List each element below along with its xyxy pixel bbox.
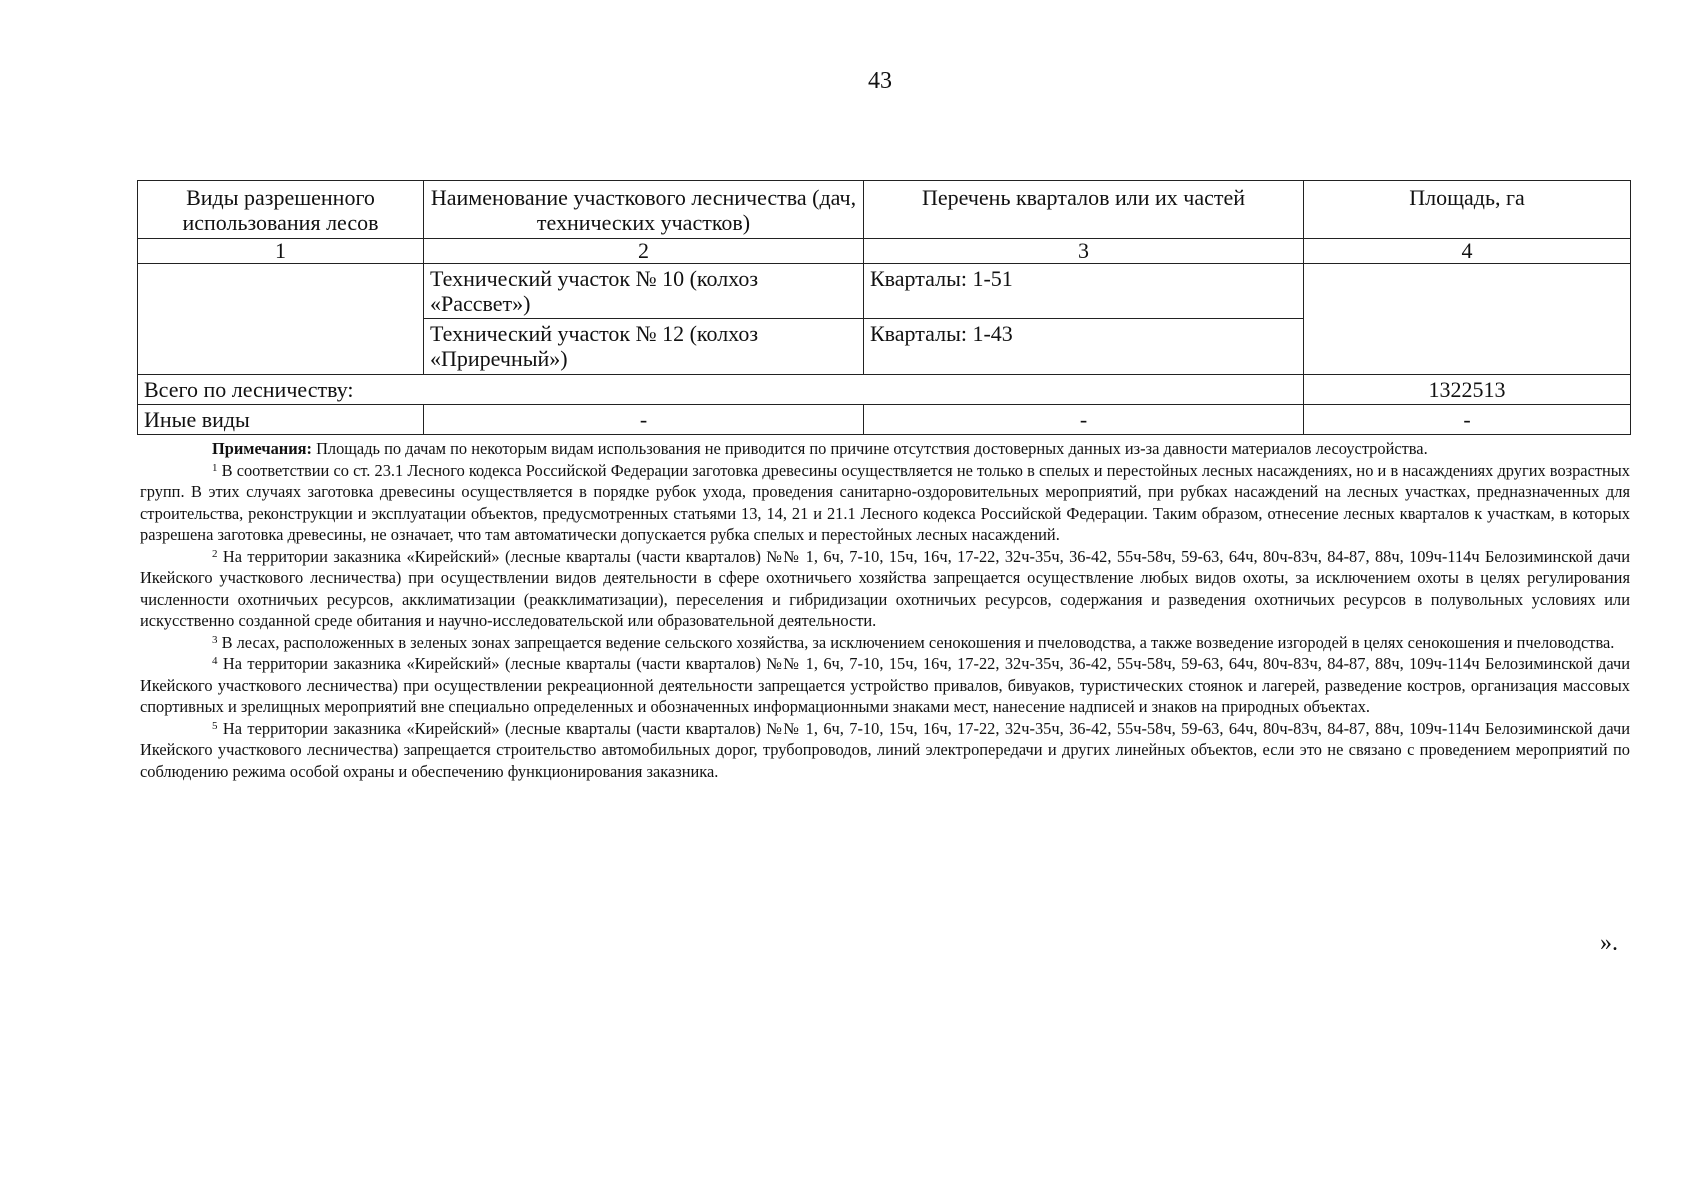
forest-use-table	[137, 180, 1631, 435]
total-label: Всего по лесничеству:	[138, 374, 1304, 404]
header-quarters: Перечень кварталов или их частей	[864, 181, 1304, 239]
footnote	[140, 460, 1630, 546]
quarters-cell: Кварталы: 1-51	[864, 263, 1304, 319]
use-type-cell	[138, 263, 424, 374]
other-label: Иные виды	[138, 405, 424, 435]
footnote-mark: 3	[212, 633, 218, 646]
footnote	[140, 653, 1630, 718]
other-col3: -	[864, 405, 1304, 435]
forestry-name-cell: Технический участок № 10 (колхоз «Рассвет»)	[424, 263, 864, 319]
notes-intro	[140, 438, 1630, 460]
total-area: 1322513	[1304, 374, 1631, 404]
other-col4: -	[1304, 405, 1631, 435]
header-forestry-name: Наименование участкового лесничества (дач, технических участков)	[424, 181, 864, 239]
page-number: 43	[868, 68, 892, 94]
notes-intro-text: Площадь по дачам по некоторым видам использования не приводится по причине отсутствия достоверных данных из-за давности материалов лесоустройства.	[312, 439, 1428, 458]
header-use-types: Виды разрешенного использования лесов	[138, 181, 424, 239]
table-header-row	[138, 181, 1631, 239]
forestry-name-cell: Технический участок № 12 (колхоз «Приречный»)	[424, 319, 864, 375]
closing-quote: ».	[1600, 930, 1618, 956]
column-number-row	[138, 238, 1631, 263]
column-number: 4	[1304, 238, 1631, 263]
footnote-text: В лесах, расположенных в зеленых зонах запрещается ведение сельского хозяйства, за исключением сенокошения и пчеловодства, а также возведение изгородей в целях сенокошения и пчеловодства.	[217, 632, 1615, 652]
area-cell	[1304, 263, 1631, 374]
column-number: 1	[138, 238, 424, 263]
footnote-mark: 5	[212, 719, 218, 732]
column-number: 3	[864, 238, 1304, 263]
footnote-text: На территории заказника «Кирейский» (лесные кварталы (части кварталов) №№ 1, 6ч, 7-10, 15ч, 16ч, 17-22, 32ч-35ч, 36-42, 55ч-58ч, 59-63, 64ч, 80ч-83ч, 84-87, 88ч, 109ч-114ч Белозиминской дачи Икейского участкового лесничества) при осуществлении видов деятельности в сфере охотничьего хозяйства запрещается осуществление любых видов охоты, за исключением охоты в целях регулирования численности охотничьих ресурсов, акклиматизации (реакклиматизации), переселения и гибридизации охотничьих ресурсов, содержания и разведения охотничьих ресурсов в полувольных условиях или искусственно созданной среде обитания и научно-исследовательской или образовательной деятельности.	[140, 546, 1630, 630]
total-row	[138, 374, 1631, 404]
notes-section	[140, 438, 1630, 782]
footnote	[140, 546, 1630, 632]
column-number: 2	[424, 238, 864, 263]
footnote-mark: 4	[212, 655, 218, 667]
footnote-text: В соответствии со ст. 23.1 Лесного кодекса Российской Федерации заготовка древесины осуществляется не только в спелых и перестойных лесных насаждениях, но и в насаждениях других возрастных групп. В этих случаях заготовка древесины осуществляется в порядке рубок ухода, проведения санитарно-оздоровительных мероприятий, при рубках насаждений на лесных участках, предназначенных для строительства, реконструкции и эксплуатации объектов, предусмотренных статьями 13, 14, 21 и 21.1 Лесного кодекса Российской Федерации. Таким образом, отнесение лесных кварталов к участкам, в которых разрешена заготовка древесины, не означает, что там автоматически допускается рубка спелых и перестойных лесных насаждений.	[140, 460, 1630, 544]
notes-label: Примечания:	[212, 439, 312, 458]
footnote-text: На территории заказника «Кирейский» (лесные кварталы (части кварталов) №№ 1, 6ч, 7-10, 15ч, 16ч, 17-22, 32ч-35ч, 36-42, 55ч-58ч, 59-63, 64ч, 80ч-83ч, 84-87, 88ч, 109ч-114ч Белозиминской дачи Икейского участкового лесничества) при осуществлении рекреационной деятельности запрещается устройство привалов, бивуаков, туристических стоянок и лагерей, разведение костров, организация массовых спортивных и зрелищных мероприятий вне специально определенных и обозначенных информационными знаками мест, нанесение надписей и знаков на природных объектах.	[140, 654, 1630, 716]
table-row	[138, 263, 1631, 319]
footnote	[140, 632, 1630, 654]
footnote-mark: 2	[212, 547, 218, 560]
footnote	[140, 718, 1630, 783]
footnote-mark: 1	[212, 461, 218, 474]
footnote-text: На территории заказника «Кирейский» (лесные кварталы (части кварталов) №№ 1, 6ч, 7-10, 15ч, 16ч, 17-22, 32ч-35ч, 36-42, 55ч-58ч, 59-63, 64ч, 80ч-83ч, 84-87, 88ч, 109ч-114ч Белозиминской дачи Икейского участкового лесничества) запрещается строительство автомобильных дорог, трубопроводов, линий электропередачи и других линейных объектов, если это не связано с проведением мероприятий по соблюдению режима особой охраны и обеспечению функционирования заказника.	[140, 718, 1630, 781]
other-row	[138, 405, 1631, 435]
header-area: Площадь, га	[1304, 181, 1631, 239]
quarters-cell: Кварталы: 1-43	[864, 319, 1304, 375]
other-col2: -	[424, 405, 864, 435]
